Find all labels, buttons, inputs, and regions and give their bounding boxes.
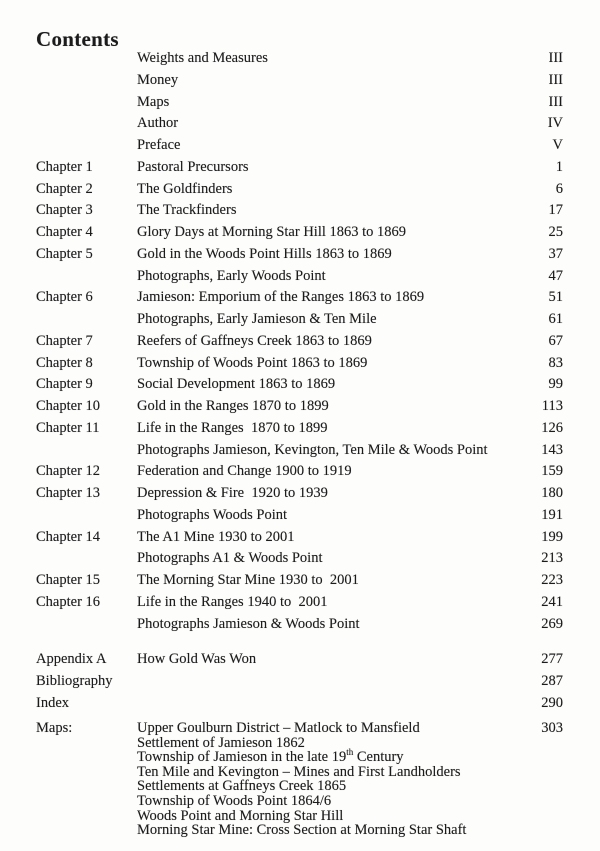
toc-row-title: Gold in the Ranges 1870 to 1899 <box>137 398 329 414</box>
toc-row-label: Chapter 1 <box>36 158 93 175</box>
toc-row-label: Chapter 15 <box>36 572 101 588</box>
toc-row-page-number: 180 <box>541 485 563 501</box>
toc-row-title: The Morning Star Mine 1930 to 2001 <box>137 572 359 588</box>
map-item-text: Upper Goulburn District – Matlock to Mansfield <box>137 720 420 736</box>
toc-row <box>36 695 563 717</box>
backmatter-section <box>36 651 563 716</box>
toc-row <box>36 420 563 442</box>
toc-row <box>36 616 563 638</box>
toc-row <box>36 333 563 355</box>
toc-row-label: Chapter 2 <box>36 180 93 197</box>
map-list-item <box>137 765 533 780</box>
toc-row-label: Chapter 3 <box>36 202 93 219</box>
toc-row <box>36 268 563 290</box>
toc-row <box>36 72 563 94</box>
toc-row-page-number: IV <box>547 115 563 132</box>
toc-row-label: Chapter 5 <box>36 245 93 262</box>
toc-row-page-number: 113 <box>541 398 563 414</box>
map-list-item <box>137 794 533 809</box>
toc-row-page-number: III <box>548 50 563 66</box>
toc-row-label: Bibliography <box>36 673 113 689</box>
toc-row-page-number: 290 <box>541 694 563 711</box>
toc-row-page-number: 159 <box>541 463 563 480</box>
toc-row <box>36 673 563 695</box>
toc-row <box>36 398 563 420</box>
toc-row-page-number: 99 <box>548 376 563 393</box>
toc-row-label: Chapter 8 <box>36 354 93 371</box>
toc-row-label: Chapter 7 <box>36 332 93 349</box>
toc-row-page-number: 51 <box>548 289 563 306</box>
toc-row-title: Photographs Jamieson & Woods Point <box>137 615 360 632</box>
toc-row <box>36 224 563 246</box>
toc-section <box>36 50 563 637</box>
toc-row <box>36 289 563 311</box>
toc-row-label: Chapter 16 <box>36 593 101 610</box>
toc-row-title: Photographs A1 & Woods Point <box>137 550 323 567</box>
toc-row-title: Social Development 1863 to 1869 <box>137 376 336 393</box>
toc-row <box>36 246 563 268</box>
toc-row <box>36 311 563 333</box>
toc-row <box>36 355 563 377</box>
toc-row-label: Chapter 12 <box>36 463 101 480</box>
toc-row-label: Chapter 11 <box>36 419 100 436</box>
toc-row <box>36 507 563 529</box>
map-list-item <box>137 736 533 751</box>
toc-row-page-number: 6 <box>555 180 563 197</box>
toc-row <box>36 137 563 159</box>
toc-row-title: Reefers of Gaffneys Creek 1863 to 1869 <box>137 332 372 349</box>
toc-row-title: Gold in the Woods Point Hills 1863 to 1869 <box>137 245 392 262</box>
toc-row-page-number: 143 <box>541 441 563 458</box>
map-item-superscript: th <box>346 747 354 758</box>
toc-row-title: The Trackfinders <box>137 202 237 219</box>
map-item-text: Woods Point and Morning Star Hill <box>137 807 344 824</box>
toc-row-page-number: 25 <box>548 224 563 240</box>
toc-row-page-number: 287 <box>541 673 563 689</box>
toc-row-page-number: 269 <box>541 615 563 632</box>
toc-row <box>36 376 563 398</box>
toc-row <box>36 94 563 116</box>
toc-row <box>36 651 563 673</box>
toc-row-page-number: V <box>552 137 563 153</box>
toc-row-page-number: 213 <box>541 550 563 567</box>
map-list-item <box>137 823 533 838</box>
toc-row-title: Pastoral Precursors <box>137 158 249 175</box>
toc-row <box>36 115 563 137</box>
toc-row <box>36 202 563 224</box>
map-list-item <box>137 809 533 824</box>
map-list-item <box>137 721 533 736</box>
toc-row <box>36 463 563 485</box>
toc-row-page-number: 37 <box>548 245 563 262</box>
toc-row-title: Life in the Ranges 1870 to 1899 <box>137 419 328 436</box>
toc-row-title: Photographs Woods Point <box>137 506 288 523</box>
toc-row-page-number: 83 <box>548 354 563 371</box>
toc-row-title: Photographs, Early Woods Point <box>137 267 326 284</box>
maps-section <box>36 721 563 838</box>
toc-row <box>36 572 563 594</box>
toc-row-title: The A1 Mine 1930 to 2001 <box>137 528 295 545</box>
map-item-text: Morning Star Mine: Cross Section at Morning Star Shaft <box>137 822 467 839</box>
maps-page-number: 303 <box>541 720 563 736</box>
toc-row-title: Photographs, Early Jamieson & Ten Mile <box>137 311 377 327</box>
toc-row-label: Chapter 4 <box>36 224 93 240</box>
toc-row-label: Chapter 13 <box>36 485 101 501</box>
toc-row-label: Chapter 6 <box>36 289 93 306</box>
map-list-item <box>137 779 533 794</box>
toc-row <box>36 442 563 464</box>
toc-row-page-number: 1 <box>555 158 563 175</box>
toc-row-page-number: 47 <box>548 267 563 284</box>
toc-row-page-number: III <box>548 71 563 88</box>
contents-list <box>36 50 563 838</box>
toc-row <box>36 529 563 551</box>
toc-row <box>36 550 563 572</box>
toc-row-title: Maps <box>137 93 170 110</box>
map-item-text: Ten Mile and Kevington – Mines and First Landholders <box>137 763 461 780</box>
toc-row <box>36 159 563 181</box>
toc-row-title: Glory Days at Morning Star Hill 1863 to 1869 <box>137 224 407 240</box>
toc-row <box>36 50 563 72</box>
map-item-text-after: Century <box>353 749 404 766</box>
toc-row-page-number: III <box>548 93 563 110</box>
map-item-text: Township of Jamieson in the late 19 <box>137 749 347 766</box>
toc-row-page-number: 126 <box>541 419 563 436</box>
toc-row-page-number: 223 <box>541 572 563 588</box>
toc-row-page-number: 67 <box>548 332 563 349</box>
map-item-text: Township of Woods Point 1864/6 <box>137 792 332 809</box>
toc-row-title: Money <box>137 71 179 88</box>
toc-row-page-number: 17 <box>548 202 563 219</box>
map-list-item <box>137 747 533 766</box>
toc-row-label: Appendix A <box>36 651 107 668</box>
page-title: Contents <box>36 27 119 52</box>
toc-row-page-number: 191 <box>541 506 563 523</box>
map-item-text: Settlements at Gaffneys Creek 1865 <box>137 778 347 795</box>
map-item-text: Settlement of Jamieson 1862 <box>137 734 305 751</box>
toc-row-title: Photographs Jamieson, Kevington, Ten Mile & Woods Point <box>137 441 488 458</box>
toc-row-label: Chapter 9 <box>36 376 93 393</box>
toc-row-title: Federation and Change 1900 to 1919 <box>137 463 352 480</box>
toc-row-page-number: 199 <box>541 528 563 545</box>
toc-row-page-number: 277 <box>541 651 563 668</box>
toc-row-label: Chapter 10 <box>36 398 101 414</box>
toc-row <box>36 181 563 203</box>
toc-row <box>36 594 563 616</box>
toc-row-title: Township of Woods Point 1863 to 1869 <box>137 354 368 371</box>
toc-row-title: Jamieson: Emporium of the Ranges 1863 to 1869 <box>137 289 425 306</box>
toc-row-page-number: 241 <box>541 593 563 610</box>
toc-row-label: Chapter 14 <box>36 528 101 545</box>
toc-row-title: How Gold Was Won <box>137 651 257 668</box>
maps-label: Maps: <box>36 720 73 736</box>
toc-row-page-number: 61 <box>548 311 563 327</box>
toc-row-title: Life in the Ranges 1940 to 2001 <box>137 593 328 610</box>
toc-row-title: Depression & Fire 1920 to 1939 <box>137 485 328 501</box>
toc-row-title: Author <box>137 115 179 132</box>
maps-list <box>137 721 533 838</box>
toc-row-label: Index <box>36 694 70 711</box>
toc-row-title: Weights and Measures <box>137 50 268 66</box>
toc-row-title: Preface <box>137 137 181 153</box>
toc-row-title: The Goldfinders <box>137 180 233 197</box>
toc-row <box>36 485 563 507</box>
